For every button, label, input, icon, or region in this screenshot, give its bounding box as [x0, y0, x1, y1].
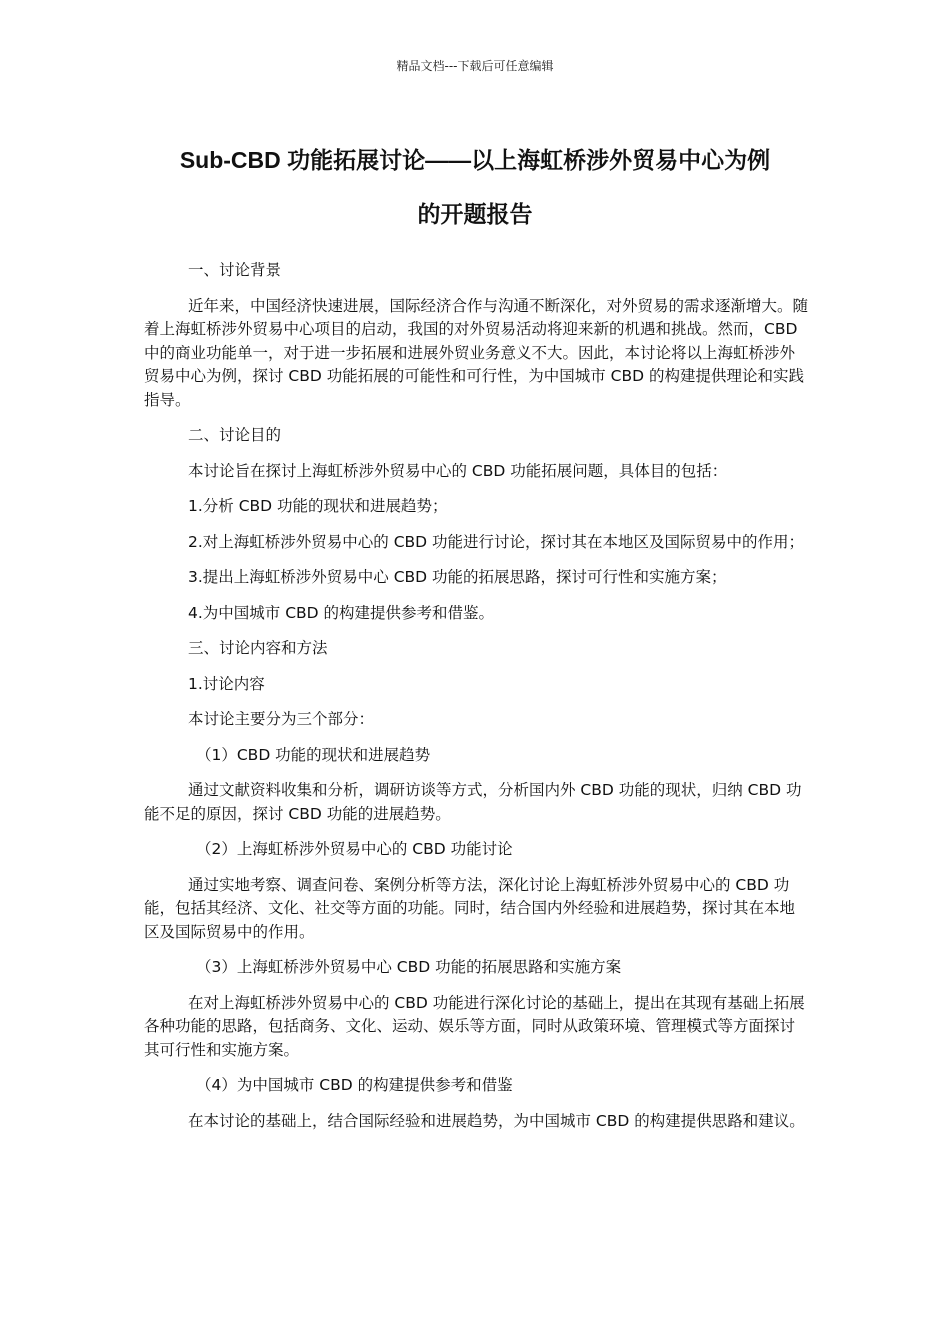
purpose-item-3: 3.提出上海虹桥涉外贸易中心 CBD 功能的拓展思路，探讨可行性和实施方案；: [188, 568, 727, 586]
part-paragraph-1: 通过文献资料收集和分析，调研访谈等方式，分析国内外 CBD 功能的现状，归纳 CBD 功能不足的原因，探讨 CBD 功能的进展趋势。: [144, 781, 802, 823]
part-heading-2: （2）上海虹桥涉外贸易中心的 CBD 功能讨论: [196, 840, 513, 858]
purpose-item-2: 2.对上海虹桥涉外贸易中心的 CBD 功能进行讨论，探讨其在本地区及国际贸易中的作用；: [188, 532, 805, 551]
paragraph-purpose-intro: 本讨论旨在探讨上海虹桥涉外贸易中心的 CBD 功能拓展问题，具体目的包括：: [188, 461, 728, 480]
purpose-item-1: 1.分析 CBD 功能的现状和进展趋势；: [188, 497, 448, 515]
section-heading-purpose: 二、讨论目的: [188, 426, 282, 444]
part-heading-3: （3）上海虹桥涉外贸易中心 CBD 功能的拓展思路和实施方案: [196, 958, 622, 976]
part-heading-4: （4）为中国城市 CBD 的构建提供参考和借鉴: [196, 1076, 513, 1094]
purpose-item-4: 4.为中国城市 CBD 的构建提供参考和借鉴。: [188, 603, 495, 622]
section-heading-content-method: 三、讨论内容和方法: [188, 639, 328, 657]
section-heading-background: 一、讨论背景: [188, 261, 282, 279]
document-title: [140, 133, 810, 241]
title-line-2: 的开题报告: [417, 201, 533, 227]
part-paragraph-2: 通过实地考察、调查问卷、案例分析等方法，深化讨论上海虹桥涉外贸易中心的 CBD 功能，包括其经济、文化、社交等方面的功能。同时，结合国内外经验和进展趋势，探讨其在本地区及国际贸易中的作用。: [144, 875, 796, 941]
header-note: 精品文档---下载后可任意编辑: [396, 59, 554, 73]
document-body: [144, 259, 810, 1145]
title-line-1: Sub-CBD 功能拓展讨论——以上海虹桥涉外贸易中心为例: [179, 147, 771, 173]
part-heading-1: （1）CBD 功能的现状和进展趋势: [196, 745, 431, 764]
part-paragraph-4: 在本讨论的基础上，结合国际经验和进展趋势，为中国城市 CBD 的构建提供思路和建议。: [188, 1111, 805, 1130]
subsection-heading-content: 1.讨论内容: [188, 674, 265, 693]
paragraph-content-intro: 本讨论主要分为三个部分：: [188, 710, 375, 728]
paragraph-background: 近年来，中国经济快速进展，国际经济合作与沟通不断深化，对外贸易的需求逐渐增大。随着上海虹桥涉外贸易中心项目的启动，我国的对外贸易活动将迎来新的机遇和挑战。然而，CBD 中的商业功能单一，对于进一步拓展和进展外贸业务意义不大。因此，本讨论将以上海虹桥涉外贸易中心为例，探讨 CBD 功能拓展的可能性和可行性，为中国城市 CBD 的构建提供理论和实践指导。: [144, 296, 809, 409]
part-paragraph-3: 在对上海虹桥涉外贸易中心的 CBD 功能进行深化讨论的基础上，提出在其现有基础上拓展各种功能的思路，包括商务、文化、运动、娱乐等方面，同时从政策环境、管理模式等方面探讨其可行性和实施方案。: [144, 993, 805, 1059]
